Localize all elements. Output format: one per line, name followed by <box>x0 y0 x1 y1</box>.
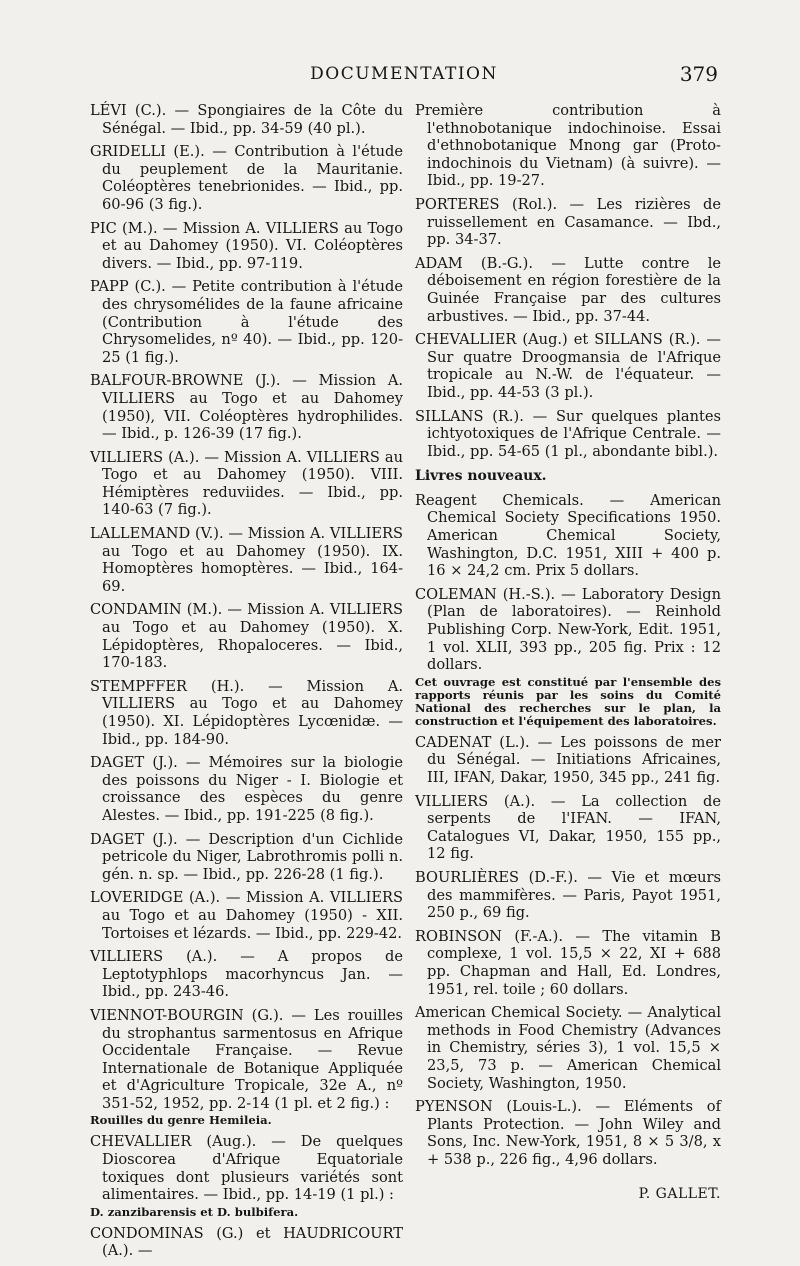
bibliography-entry: GRIDELLI (E.). — Contribution à l'étude du peuplement de la Mauritanie. Coléoptères tenebrionides. — Ibid., pp. 60-96 (3 fig.). <box>90 143 403 213</box>
book-entry: ROBINSON (F.-A.). — The vitamin B complexe, 1 vol. 15,5 × 22, XI + 688 pp. Chapman and Hall, Ed. Londres, 1951, rel. toile ; 60 dollars. <box>415 927 721 998</box>
bibliography-entry: VILLIERS (A.). — A propos de Leptotyphlops macorhyncus Jan. — Ibid., pp. 243-46. <box>90 948 403 1001</box>
entry-note: D. zanzibarensis et D. bulbifera. <box>90 1204 299 1219</box>
bibliography-entry: LOVERIDGE (A.). — Mission A. VILLIERS au Togo et au Dahomey (1950) - XII. Tortoises et lézards. — Ibid., pp. 229-42. <box>90 889 403 942</box>
bibliography-entry: STEMPFFER (H.). — Mission A. VILLIERS au Togo et au Dahomey (1950). XI. Lépidoptères Lycœnidæ. — Ibid., pp. 184-90. <box>90 677 403 748</box>
page-header <box>90 62 718 90</box>
book-entry: American Chemical Society. — Analytical methods in Food Chemistry (Advances in Chemistry, séries 3), 1 vol. 15,5 × 23,5, 73 p. — American Chemical Society, Washington, 1950. <box>415 1004 721 1092</box>
right-column <box>415 102 721 1204</box>
bibliography-entry: DAGET (J.). — Mémoires sur la biologie des poissons du Niger - I. Biologie et croissance des espèces du genre Alestes. — Ibid., pp. 191-225 (8 fig.). <box>90 754 403 824</box>
entry-note: Cet ouvrage est constitué par l'ensemble des rapports réunis par les soins du Comité National des recherches sur le plan, la construction et l'équipement des laboratoires. <box>415 674 721 728</box>
bibliography-entry: ADAM (B.-G.). — Lutte contre le déboisement en région forestière de la Guinée Française par des cultures arbustives. — Ibid., pp. 37-44. <box>415 254 721 325</box>
page-number: 379 <box>679 62 718 86</box>
bibliography-entry: LALLEMAND (V.). — Mission A. VILLIERS au Togo et au Dahomey (1950). IX. Homoptères homoptères. — Ibid., 164-69. <box>90 525 403 595</box>
bibliography-entry: PAPP (C.). — Petite contribution à l'étude des chrysomélides de la faune africaine (Contribution à l'étude des Chrysomelides, nº 40). — Ibid., pp. 120-25 (1 fig.). <box>90 278 403 366</box>
left-column <box>90 102 403 1266</box>
book-entry: Reagent Chemicals. — American Chemical Society Specifications 1950. American Chemical Society, Washington, D.C. 1951, XIII + 400 p. 16 × 24,2 cm. Prix 5 dollars. <box>415 491 721 580</box>
bibliography-entry: CONDOMINAS (G.) et HAUDRICOURT (A.). — <box>90 1224 403 1260</box>
bibliography-entry: PIC (M.). — Mission A. VILLIERS au Togo et au Dahomey (1950). VI. Coléoptères divers. — Ibid., pp. 97-119. <box>90 219 403 272</box>
entry-note: Rouilles du genre Hemileia. <box>90 1113 272 1128</box>
bibliography-entry: BALFOUR-BROWNE (J.). — Mission A. VILLIERS au Togo et au Dahomey (1950), VII. Coléoptères hydrophilides. — Ibid., p. 126-39 (17 fig.). <box>90 372 403 443</box>
bibliography-entry: VILLIERS (A.). — Mission A. VILLIERS au Togo et au Dahomey (1950). VIII. Hémiptères reduviides. — Ibid., pp. 140-63 (7 fig.). <box>90 448 403 519</box>
bibliography-entry: CHEVALLIER (Aug.) et SILLANS (R.). — Sur quatre Droogmansia de l'Afrique tropicale au N.-W. de l'équateur. — Ibid., pp. 44-53 (3 pl.). <box>415 331 721 401</box>
section-heading: Livres nouveaux. <box>415 468 547 485</box>
running-title: DOCUMENTATION <box>310 64 498 84</box>
bibliography-entry: CONDAMIN (M.). — Mission A. VILLIERS au Togo et au Dahomey (1950). X. Lépidoptères, Rhopaloceres. — Ibid., 170-183. <box>90 601 403 672</box>
bibliography-entry: SILLANS (R.). — Sur quelques plantes ichtyotoxiques de l'Afrique Centrale. — Ibid., pp. 54-65 (1 pl., abondante bibl.). <box>415 407 721 460</box>
book-entry: COLEMAN (H.-S.). — Laboratory Design (Plan de laboratoires). — Reinhold Publishing Corp. New-York, Edit. 1951, 1 vol. XLII, 393 pp., 205 fig. Prix : 12 dollars. <box>415 585 721 674</box>
bibliography-entry: Première contribution à l'ethnobotanique indochinoise. Essai d'ethnobotanique Mnong gar (Proto-indochinois du Vietnam) (à suivre). — Ibid., pp. 19-27. <box>415 102 721 190</box>
bibliography-entry: VIENNOT-BOURGIN (G.). — Les rouilles du strophantus sarmentosus en Afrique Occidentale Française. — Revue Internationale de Botanique Appliquée et d'Agriculture Tropicale, 32e A., nº 351-52, 1952, pp. 2-14 (1 pl. et 2 fig.) : <box>90 1006 403 1112</box>
bibliography-entry: PORTERES (Rol.). — Les rizières de ruissellement en Casamance. — Ibd., pp. 34-37. <box>415 195 721 249</box>
bibliography-entry: DAGET (J.). — Description d'un Cichlide petricole du Niger, Labrothromis polli n. gén. n. sp. — Ibid., pp. 226-28 (1 fig.). <box>90 830 403 883</box>
book-entry: BOURLIÈRES (D.-F.). — Vie et mœurs des mammifères. — Paris, Payot 1951, 250 p., 69 fig. <box>415 868 721 922</box>
book-entry: PYENSON (Louis-L.). — Eléments of Plants Protection. — John Wiley and Sons, Inc. New-York, 1951, 8 × 5 3/8, x + 538 p., 226 fig., 4,96 dollars. <box>415 1098 721 1168</box>
book-entry: CADENAT (L.). — Les poissons de mer du Sénégal. — Initiations Africaines, III, IFAN, Dakar, 1950, 345 pp., 241 fig. <box>415 733 721 786</box>
book-entry: VILLIERS (A.). — La collection de serpents de l'IFAN. — IFAN, Catalogues VI, Dakar, 1950, 155 pp., 12 fig. <box>415 792 721 863</box>
author-signature: P. GALLET. <box>638 1186 721 1203</box>
bibliography-entry: CHEVALLIER (Aug.). — De quelques Dioscorea d'Afrique Equatoriale toxiques dont plusieurs variétés sont alimentaires. — Ibid., pp. 14-19 (1 pl.) : <box>90 1133 403 1204</box>
bibliography-entry: LÉVI (C.). — Spongiaires de la Côte du Sénégal. — Ibid., pp. 34-59 (40 pl.). <box>90 102 403 137</box>
